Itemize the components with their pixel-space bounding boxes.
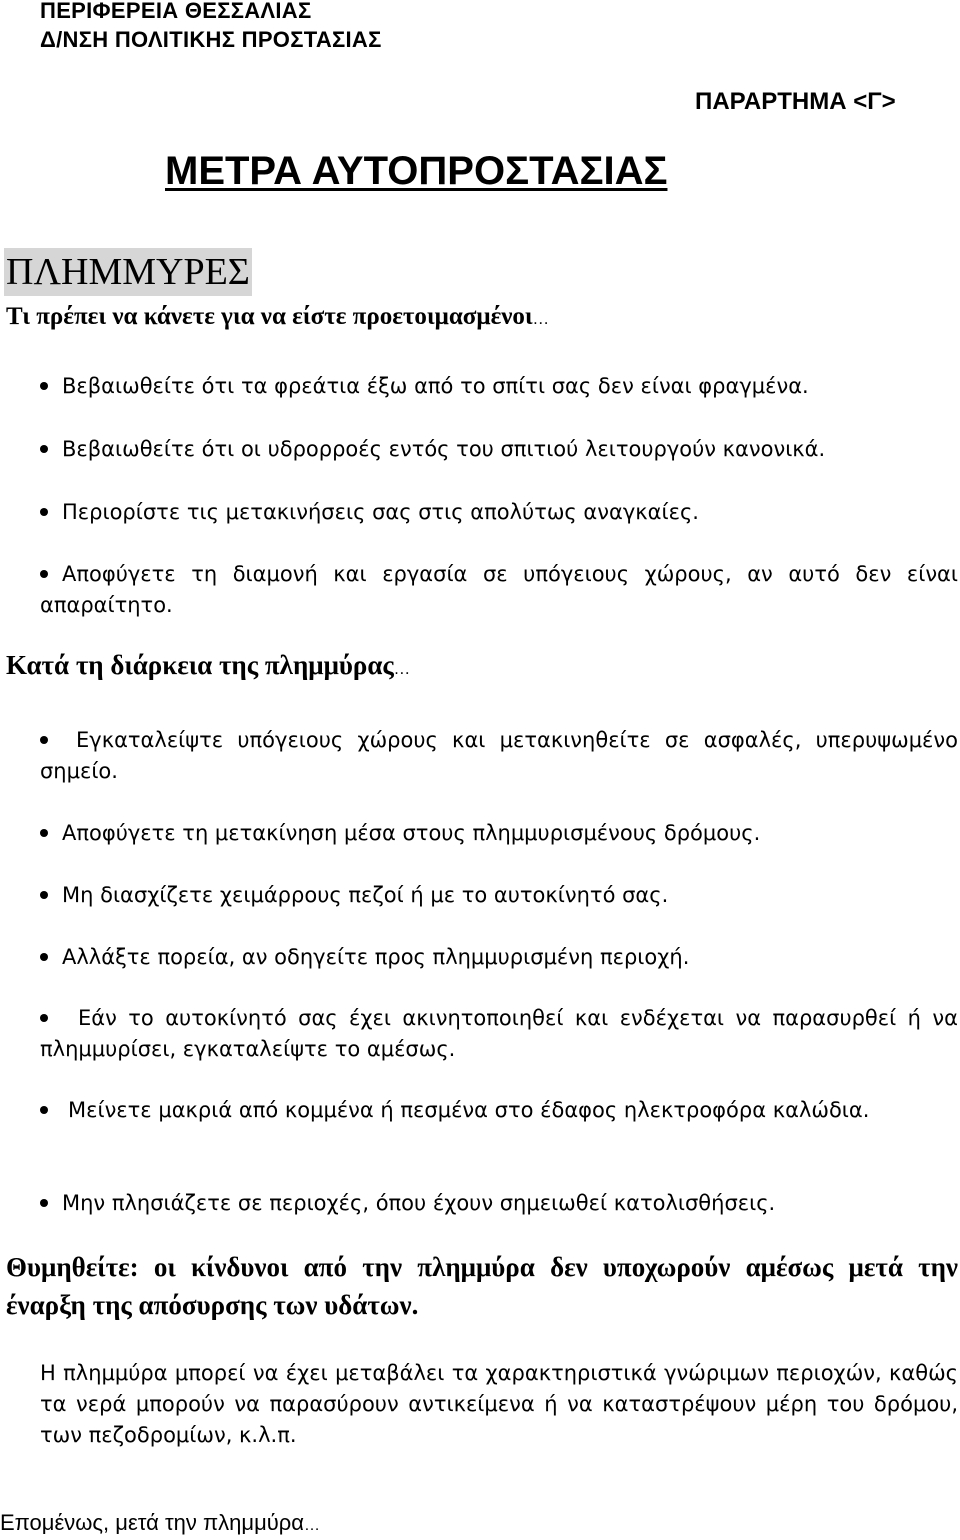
list-item: Βεβαιωθείτε ότι οι υδρορροές εντός του σπιτιού λειτουργούν κανονικά.: [62, 437, 826, 461]
list-item: Μείνετε μακριά από κομμένα ή πεσμένα στο έδαφος ηλεκτροφόρα καλώδια.: [68, 1098, 870, 1122]
bullet-icon: [40, 829, 48, 837]
preparation-heading: Τι πρέπει να κάνετε για να είστε προετοιμασμένοι…: [6, 303, 549, 330]
bullet-icon: [40, 445, 48, 453]
bullet-icon: [40, 1199, 48, 1207]
annex-label: ΠΑΡΑΡΤΗΜΑ <Γ>: [695, 88, 896, 115]
during-flood-heading: Κατά τη διάρκεια της πλημμύρας…: [6, 650, 410, 680]
list-item: Αποφύγετε τη διαμονή και εργασία σε υπόγειους χώρους, αν αυτό δεν είναι απαραίτητο.: [40, 562, 958, 617]
list-item: Μη διασχίζετε χειμάρρους πεζοί ή με το αυτοκίνητό σας.: [62, 883, 669, 907]
bullet-icon: [40, 953, 48, 961]
section-heading: ΠΛΗΜΜΥΡΕΣ: [4, 248, 252, 296]
list-item: Αλλάξτε πορεία, αν οδηγείτε προς πλημμυρισμένη περιοχή.: [62, 945, 690, 969]
list-item: Εγκαταλείψτε υπόγειους χώρους και μετακινηθείτε σε ασφαλές, υπερυψωμένο σημείο.: [40, 728, 958, 783]
page-title: ΜΕΤΡΑ ΑΥΤΟΠΡΟΣΤΑΣΙΑΣ: [165, 149, 668, 193]
directorate-name: Δ/ΝΣΗ ΠΟΛΙΤΙΚΗΣ ΠΡΟΣΤΑΣΙΑΣ: [40, 27, 382, 52]
bullet-icon: [40, 508, 48, 516]
list-item: Περιορίστε τις μετακινήσεις σας στις απολύτως αναγκαίες.: [62, 500, 699, 524]
list-item: Βεβαιωθείτε ότι τα φρεάτια έξω από το σπίτι σας δεν είναι φραγμένα.: [62, 374, 809, 398]
list-item: Μην πλησιάζετε σε περιοχές, όπου έχουν σημειωθεί κατολισθήσεις.: [62, 1191, 776, 1215]
region-name: ΠΕΡΙΦΕΡΕΙΑ ΘΕΣΣΑΛΙΑΣ: [40, 0, 312, 23]
reminder-text: Θυμηθείτε: οι κίνδυνοι από την πλημμύρα δεν υποχωρούν αμέσως μετά την έναρξη της απόσυρσης των υδάτων.: [6, 1252, 958, 1320]
list-item: Αποφύγετε τη μετακίνηση μέσα στους πλημμυρισμένους δρόμους.: [62, 821, 761, 845]
bullet-icon: [40, 382, 48, 390]
next-section-lead: Επομένως, μετά την πλημμύρα…: [0, 1510, 321, 1535]
list-item: Εάν το αυτοκίνητό σας έχει ακινητοποιηθεί και ενδέχεται να παρασυρθεί ή να πλημμυρίσει, εγκαταλείψτε το αμέσως.: [40, 1006, 958, 1061]
bullet-icon: [40, 891, 48, 899]
note-paragraph: Η πλημμύρα μπορεί να έχει μεταβάλει τα χαρακτηριστικά γνώριμων περιοχών, καθώς τα νερά μπορούν να παρασύρουν αντικείμενα ή να καταστρέψουν μέρη του δρόμου, των πεζοδρομίων, κ.λ.π.: [40, 1361, 958, 1447]
